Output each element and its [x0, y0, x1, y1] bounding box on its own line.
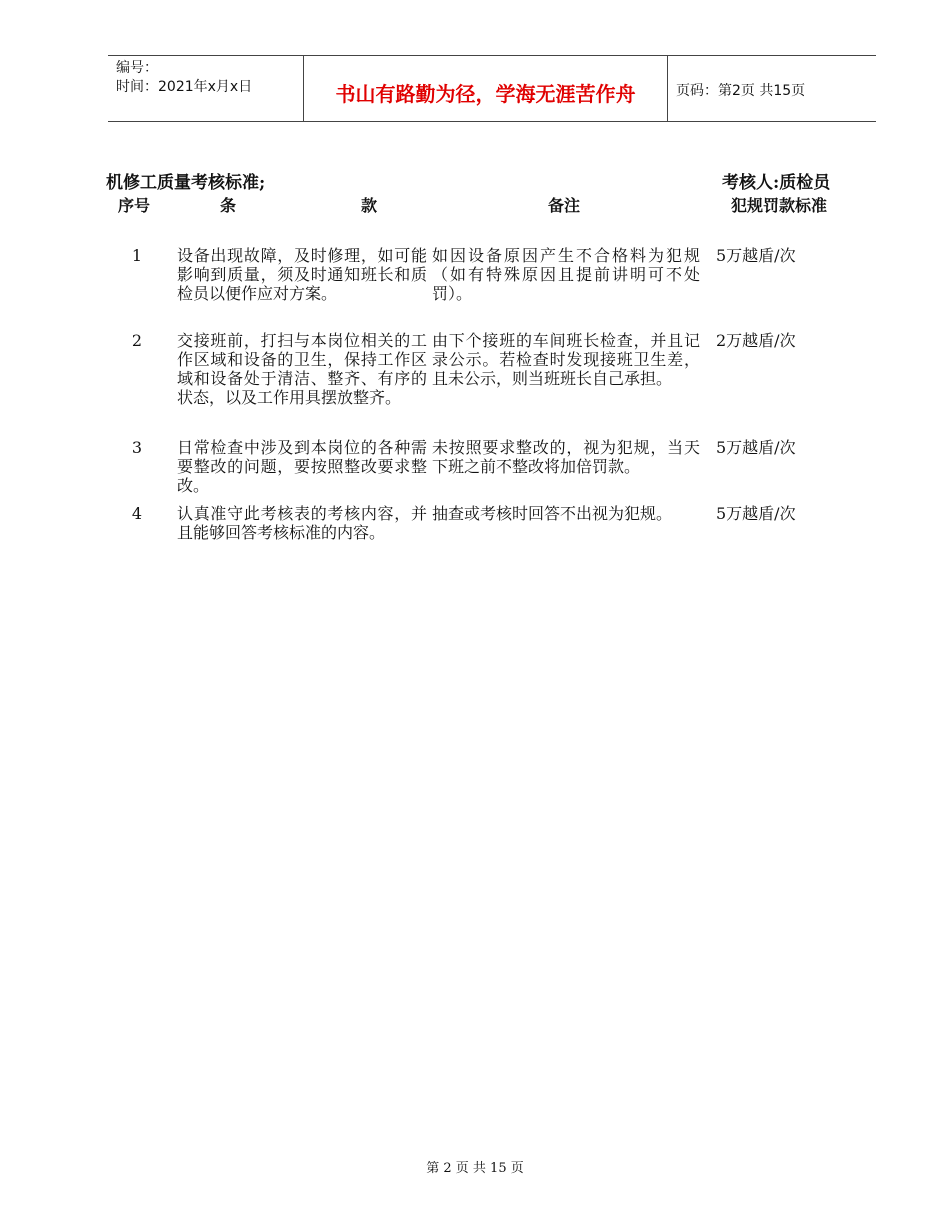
row-2-note: 由下个接班的车间班长检查，并且记录公示。若检查时发现接班卫生差，且未公示，则当班班长自己承担。	[432, 331, 700, 388]
doc-time-label: 时间：2021年x月x日	[116, 79, 253, 95]
document-title: 机修工质量考核标准;	[106, 173, 266, 193]
row-1-note: 如因设备原因产生不合格料为犯规（如有特殊原因且提前讲明可不处罚）。	[432, 246, 700, 303]
header-meta	[116, 59, 252, 97]
row-4-no: 4	[131, 504, 143, 523]
doc-number-label: 编号：	[116, 60, 158, 76]
row-1-clause: 设备出现故障，及时修理，如可能影响到质量，须及时通知班长和质检员以便作应对方案。	[177, 246, 427, 303]
col-header-no: 序号	[118, 196, 151, 215]
row-4-clause: 认真准守此考核表的考核内容，并且能够回答考核标准的内容。	[177, 504, 427, 542]
row-3-note: 未按照要求整改的，视为犯规，当天下班之前不整改将加倍罚款。	[432, 438, 700, 476]
row-4-note: 抽查或考核时回答不出视为犯规。	[432, 504, 673, 523]
col-header-clause-a: 条	[220, 196, 237, 215]
col-header-fine: 犯规罚款标准	[731, 196, 828, 215]
row-2-clause: 交接班前，打扫与本岗位相关的工作区域和设备的卫生，保持工作区域和设备处于清洁、整齐、有序的状态，以及工作用具摆放整齐。	[177, 331, 427, 407]
page-footer: 第 2 页 共 15 页	[426, 1161, 524, 1176]
header-top-rule	[108, 55, 876, 56]
row-3-fine: 5万越盾/次	[716, 438, 796, 457]
row-2-no: 2	[131, 331, 143, 350]
header-page-info: 页码：第2页 共15页	[676, 83, 806, 99]
row-3-no: 3	[131, 438, 143, 457]
header-divider-right	[667, 55, 668, 122]
col-header-note: 备注	[548, 196, 581, 215]
assessor-label: 考核人:质检员	[722, 173, 831, 193]
header-motto: 书山有路勤为径，学海无涯苦作舟	[335, 82, 636, 106]
header-bottom-rule	[108, 121, 876, 122]
row-2-fine: 2万越盾/次	[716, 331, 796, 350]
row-1-no: 1	[131, 246, 143, 265]
row-4-fine: 5万越盾/次	[716, 504, 796, 523]
row-1-fine: 5万越盾/次	[716, 246, 796, 265]
col-header-clause-b: 款	[361, 196, 378, 215]
row-3-clause: 日常检查中涉及到本岗位的各种需要整改的问题，要按照整改要求整改。	[177, 438, 427, 495]
